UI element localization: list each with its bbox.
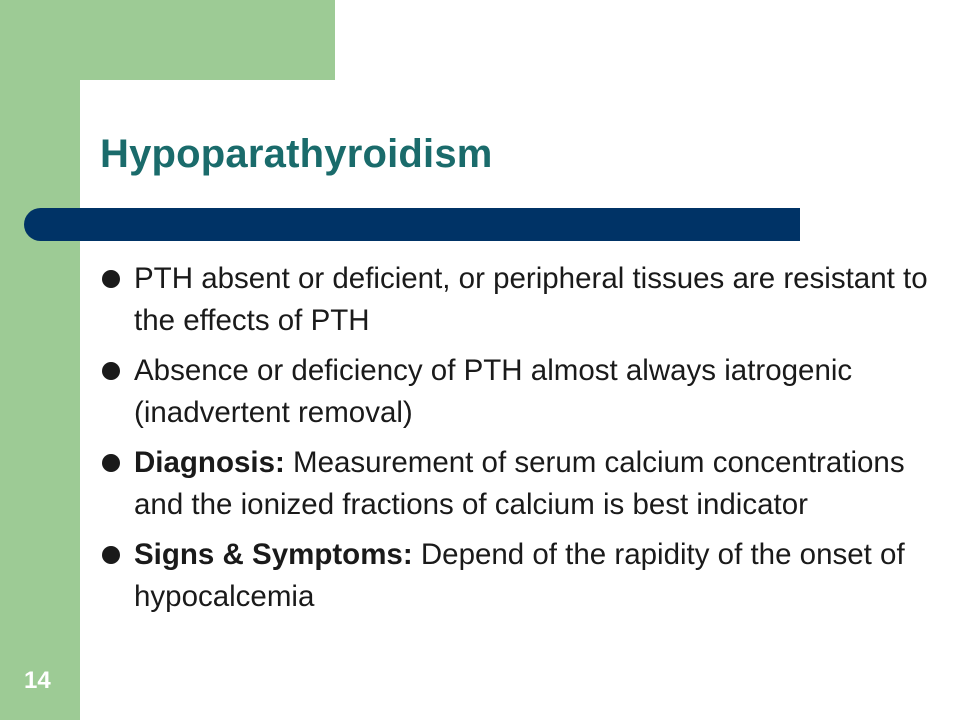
bullet-item [100,258,950,342]
bullet-dot-icon [102,270,120,288]
green-top-band [0,0,335,80]
bullet-item [100,350,950,434]
bullet-lead: Diagnosis: [134,446,285,479]
title-underline-bar [24,208,800,241]
bullet-dot-icon [102,362,120,380]
bullet-text: Absence or deficiency of PTH almost always iatrogenic (inadvertent removal) [134,354,853,429]
slide-title: Hypoparathyroidism [100,132,493,176]
bullet-text: Depend of the rapidity of the onset of hypocalcemia [134,538,905,613]
green-side-band [0,0,80,720]
bullet-dot-icon [102,454,120,472]
bullet-text: Measurement of serum calcium concentrations and the ionized fractions of calcium is best indicator [134,446,905,521]
page-number: 14 [24,667,51,694]
bullet-item [100,534,950,618]
bullet-text: PTH absent or deficient, or peripheral tissues are resistant to the effects of PTH [134,262,928,337]
bullet-dot-icon [102,546,120,564]
bullet-lead: Signs & Symptoms: [134,538,413,571]
bullet-item [100,442,950,526]
bullet-list [100,258,950,626]
